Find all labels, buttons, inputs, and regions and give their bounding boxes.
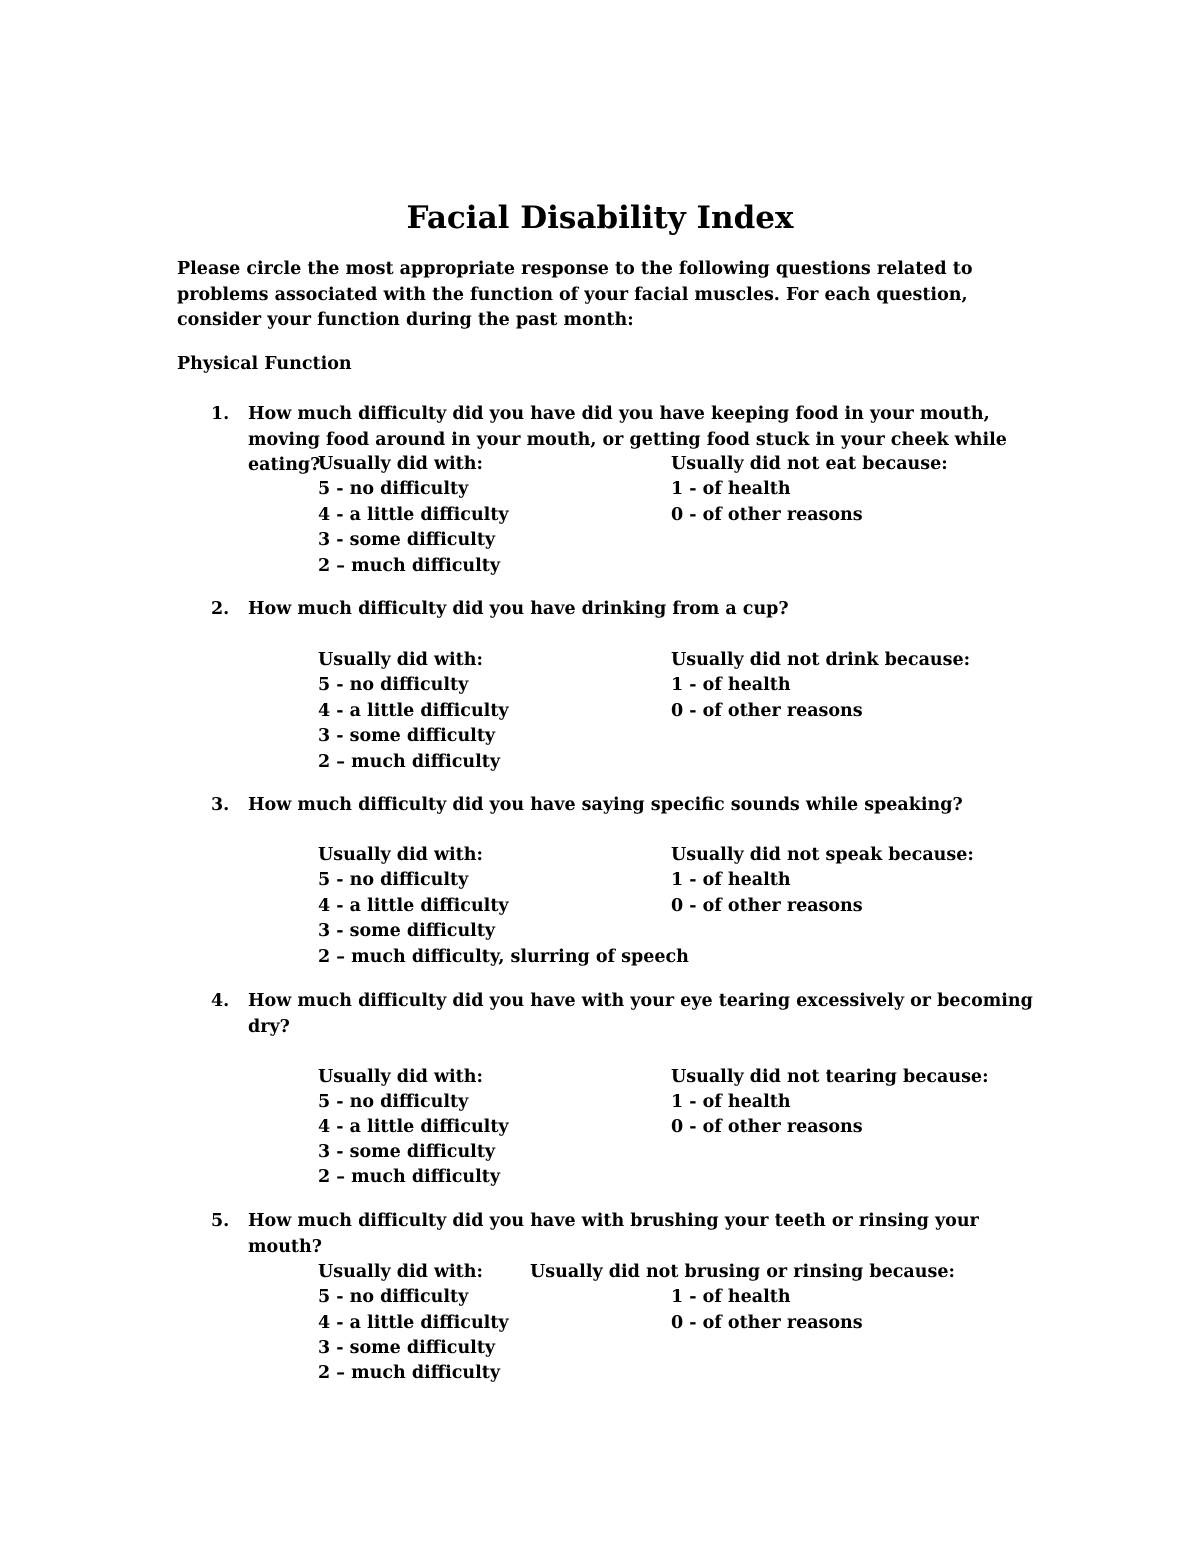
right-header: Usually did not tearing because:: [671, 1067, 989, 1087]
answer-option[interactable]: 4 - a little difficulty: [318, 1117, 509, 1137]
answer-option[interactable]: 2 – much difficulty: [318, 1363, 500, 1383]
answer-option[interactable]: 4 - a little difficulty: [318, 701, 509, 721]
answer-option[interactable]: 3 - some difficulty: [318, 921, 496, 941]
left-header: Usually did with:: [318, 1262, 483, 1282]
question-number: 5.: [211, 1211, 230, 1231]
question-number: 4.: [211, 991, 230, 1011]
answer-option[interactable]: 4 - a little difficulty: [318, 1313, 509, 1333]
left-header: Usually did with:: [318, 1067, 483, 1087]
answer-option[interactable]: 5 - no difficulty: [318, 479, 469, 499]
answer-option[interactable]: 0 - of other reasons: [671, 896, 863, 916]
left-header: Usually did with:: [318, 650, 483, 670]
answer-option[interactable]: 3 - some difficulty: [318, 530, 496, 550]
answer-option[interactable]: 1 - of health: [671, 1287, 791, 1307]
answer-option[interactable]: 1 - of health: [671, 1092, 791, 1112]
answer-option[interactable]: 2 – much difficulty: [318, 1167, 500, 1187]
section-heading: Physical Function: [177, 354, 352, 374]
answer-option[interactable]: 5 - no difficulty: [318, 870, 469, 890]
question-number: 2.: [211, 599, 230, 619]
answer-option[interactable]: 2 – much difficulty: [318, 556, 500, 576]
answer-option[interactable]: 0 - of other reasons: [671, 1313, 863, 1333]
answer-option[interactable]: 1 - of health: [671, 479, 791, 499]
left-header: Usually did with:: [318, 845, 483, 865]
question-number: 1.: [211, 404, 230, 424]
left-header: Usually did with:: [318, 454, 483, 474]
answer-option[interactable]: 0 - of other reasons: [671, 701, 863, 721]
answer-option[interactable]: 1 - of health: [671, 675, 791, 695]
instructions: Please circle the most appropriate response to the following questions related to problems associated with the function of your facial muscles. For each question, consider your function during the past month:: [177, 259, 973, 330]
answer-option[interactable]: 2 – much difficulty: [318, 752, 500, 772]
right-header: Usually did not brusing or rinsing because:: [530, 1262, 955, 1282]
question-number: 3.: [211, 795, 230, 815]
answer-option[interactable]: 3 - some difficulty: [318, 1338, 496, 1358]
answer-option[interactable]: 2 – much difficulty, slurring of speech: [318, 947, 689, 967]
answer-option[interactable]: 5 - no difficulty: [318, 1287, 469, 1307]
right-header: Usually did not eat because:: [671, 454, 948, 474]
page-title: Facial Disability Index: [406, 200, 794, 236]
question-text: How much difficulty did you have with brushing your teeth or rinsing your mouth?: [248, 1211, 979, 1257]
answer-option[interactable]: 0 - of other reasons: [671, 1117, 863, 1137]
answer-option[interactable]: 5 - no difficulty: [318, 1092, 469, 1112]
answer-option[interactable]: 4 - a little difficulty: [318, 896, 509, 916]
answer-option[interactable]: 5 - no difficulty: [318, 675, 469, 695]
answer-option[interactable]: 4 - a little difficulty: [318, 505, 509, 525]
right-header: Usually did not drink because:: [671, 650, 971, 670]
question-text: How much difficulty did you have with your eye tearing excessively or becoming dry?: [248, 991, 1033, 1037]
answer-option[interactable]: 1 - of health: [671, 870, 791, 890]
question-text: How much difficulty did you have did you have keeping food in your mouth, moving food around in your mouth, or getting food stuck in your cheek while eating?: [248, 404, 1007, 475]
answer-option[interactable]: 0 - of other reasons: [671, 505, 863, 525]
question-text: How much difficulty did you have saying specific sounds while speaking?: [248, 795, 963, 815]
question-text: How much difficulty did you have drinking from a cup?: [248, 599, 789, 619]
answer-option[interactable]: 3 - some difficulty: [318, 1142, 496, 1162]
right-header: Usually did not speak because:: [671, 845, 974, 865]
answer-option[interactable]: 3 - some difficulty: [318, 726, 496, 746]
